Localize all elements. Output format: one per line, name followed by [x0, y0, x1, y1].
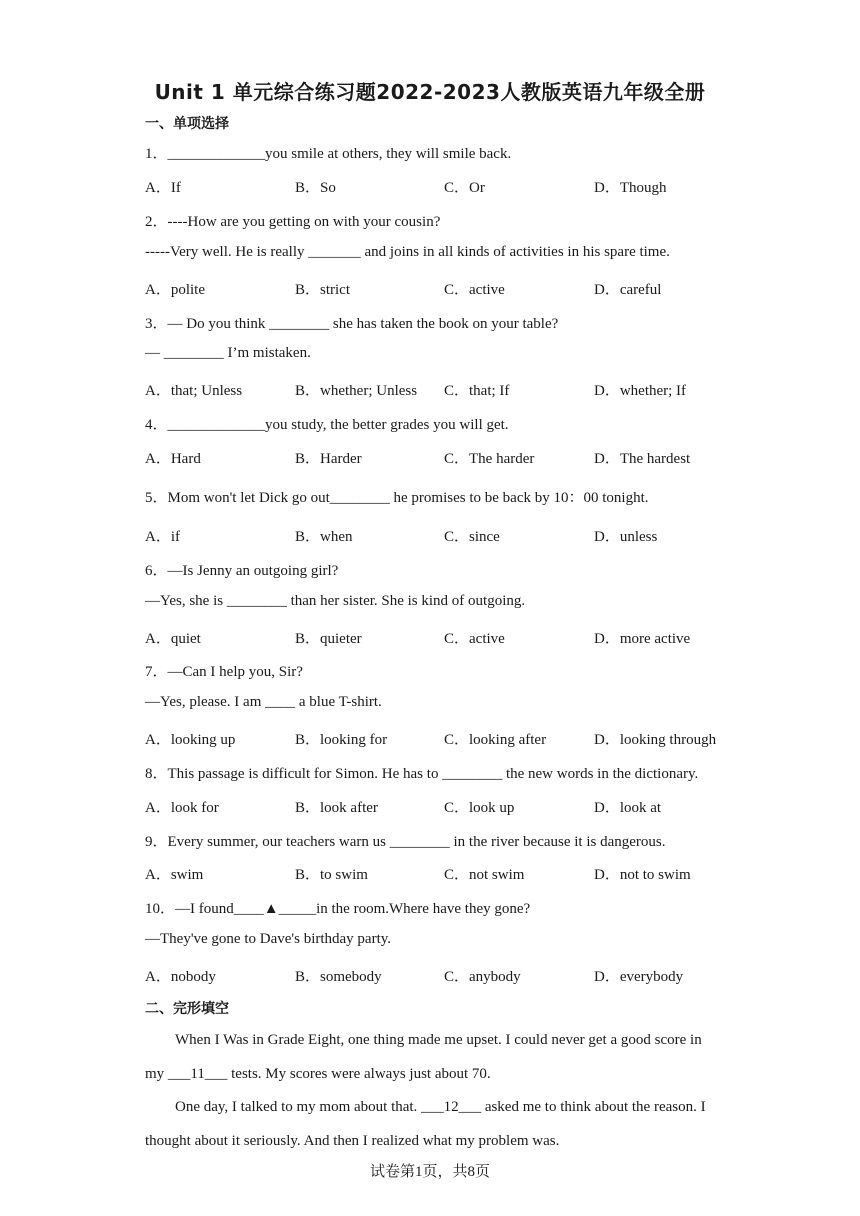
- option-b: B．Harder: [295, 451, 362, 467]
- option-a: A．swim: [145, 867, 204, 883]
- option-d: D．not to swim: [594, 867, 691, 883]
- cloze-text: tests. My scores were always just about 70.: [227, 1066, 491, 1082]
- option-b: B．somebody: [295, 969, 382, 985]
- question-1-options: [145, 176, 745, 196]
- cloze-blank-12: ___12___: [421, 1099, 482, 1115]
- question-6-stem-line2: —Yes, she is ________ than her sister. She is kind of outgoing.: [145, 593, 526, 609]
- question-5-options: [145, 525, 745, 545]
- question-10-stem-line2: —They've gone to Dave's birthday party.: [145, 931, 392, 947]
- option-a: A．nobody: [145, 969, 216, 985]
- cloze-paragraph-2-line-2: thought about it seriously. And then I realized what my problem was.: [145, 1133, 560, 1149]
- section-heading-multiple-choice: 一、单项选择: [145, 116, 229, 132]
- option-a: A．polite: [145, 282, 205, 298]
- cloze-paragraph-1-line-2: [145, 1066, 491, 1083]
- question-2-options: [145, 278, 745, 298]
- option-d: D．looking through: [594, 732, 717, 748]
- option-c: C．The harder: [444, 451, 535, 467]
- question-7-stem: 7．—Can I help you, Sir?: [145, 664, 303, 680]
- cloze-paragraph-1-line-1: When I Was in Grade Eight, one thing made me upset. I could never get a good score in: [175, 1032, 702, 1048]
- cloze-text: One day, I talked to my mom about that.: [175, 1099, 422, 1115]
- question-3-stem: 3．— Do you think ________ she has taken the book on your table?: [145, 316, 559, 332]
- option-a: A．If: [145, 180, 181, 196]
- question-4-stem: 4．_____________you study, the better grades you will get.: [145, 417, 509, 433]
- question-8-options: [145, 796, 745, 816]
- question-10-stem: 10．—I found____▲_____in the room.Where have they gone?: [145, 901, 531, 917]
- option-b: B．look after: [295, 800, 378, 816]
- option-c: C．that; If: [444, 383, 510, 399]
- option-b: B．whether; Unless: [295, 383, 418, 399]
- question-7-stem-line2: —Yes, please. I am ____ a blue T-shirt.: [145, 694, 382, 710]
- option-d: D．everybody: [594, 969, 684, 985]
- question-10-options: [145, 965, 745, 985]
- page-footer: 试卷第1页，共8页: [369, 1164, 490, 1180]
- option-d: D．more active: [594, 631, 691, 647]
- option-d: D．The hardest: [594, 451, 691, 467]
- option-a: A．quiet: [145, 631, 201, 647]
- option-b: B．when: [295, 529, 353, 545]
- option-a: A．if: [145, 529, 180, 545]
- question-4-options: [145, 447, 745, 467]
- option-c: C．looking after: [444, 732, 547, 748]
- option-a: A．look for: [145, 800, 219, 816]
- option-c: C．Or: [444, 180, 485, 196]
- option-b: B．strict: [295, 282, 350, 298]
- option-b: B．So: [295, 180, 336, 196]
- option-d: D．look at: [594, 800, 662, 816]
- question-5-stem: 5．Mom won't let Dick go out________ he promises to be back by 10：00 tonight.: [145, 490, 649, 506]
- question-3-stem-line2: — ________ I’m mistaken.: [145, 345, 311, 361]
- question-1-stem: 1．_____________you smile at others, they will smile back.: [145, 146, 512, 162]
- option-c: C．not swim: [444, 867, 525, 883]
- option-d: D．Though: [594, 180, 667, 196]
- option-c: C．look up: [444, 800, 515, 816]
- cloze-text: asked me to think about the reason. I: [481, 1099, 706, 1115]
- question-2-stem-line2: -----Very well. He is really _______ and joins in all kinds of activities in his spare time.: [145, 244, 670, 260]
- question-6-stem: 6．—Is Jenny an outgoing girl?: [145, 563, 339, 579]
- option-d: D．careful: [594, 282, 662, 298]
- option-a: A．that; Unless: [145, 383, 243, 399]
- option-d: D．whether; If: [594, 383, 687, 399]
- option-d: D．unless: [594, 529, 658, 545]
- option-b: B．to swim: [295, 867, 368, 883]
- section-heading-cloze: 二、完形填空: [145, 1001, 229, 1017]
- option-a: A．Hard: [145, 451, 201, 467]
- cloze-blank-11: ___11___: [167, 1066, 228, 1082]
- option-c: C．since: [444, 529, 500, 545]
- option-c: C．anybody: [444, 969, 521, 985]
- question-3-options: [145, 379, 745, 399]
- option-b: B．quieter: [295, 631, 362, 647]
- question-9-stem: 9．Every summer, our teachers warn us ________ in the river because it is dangerous.: [145, 834, 666, 850]
- cloze-text: my: [145, 1066, 168, 1082]
- option-c: C．active: [444, 631, 505, 647]
- document-title: Unit 1 单元综合练习题2022-2023人教版英语九年级全册: [154, 80, 706, 104]
- cloze-paragraph-2-line-1: [175, 1099, 706, 1116]
- question-2-stem: 2．----How are you getting on with your cousin?: [145, 214, 441, 230]
- question-9-options: [145, 863, 745, 883]
- question-7-options: [145, 728, 745, 748]
- option-b: B．looking for: [295, 732, 388, 748]
- question-8-stem: 8．This passage is difficult for Simon. He has to ________ the new words in the dictionary.: [145, 766, 699, 782]
- option-a: A．looking up: [145, 732, 236, 748]
- option-c: C．active: [444, 282, 505, 298]
- question-6-options: [145, 627, 745, 647]
